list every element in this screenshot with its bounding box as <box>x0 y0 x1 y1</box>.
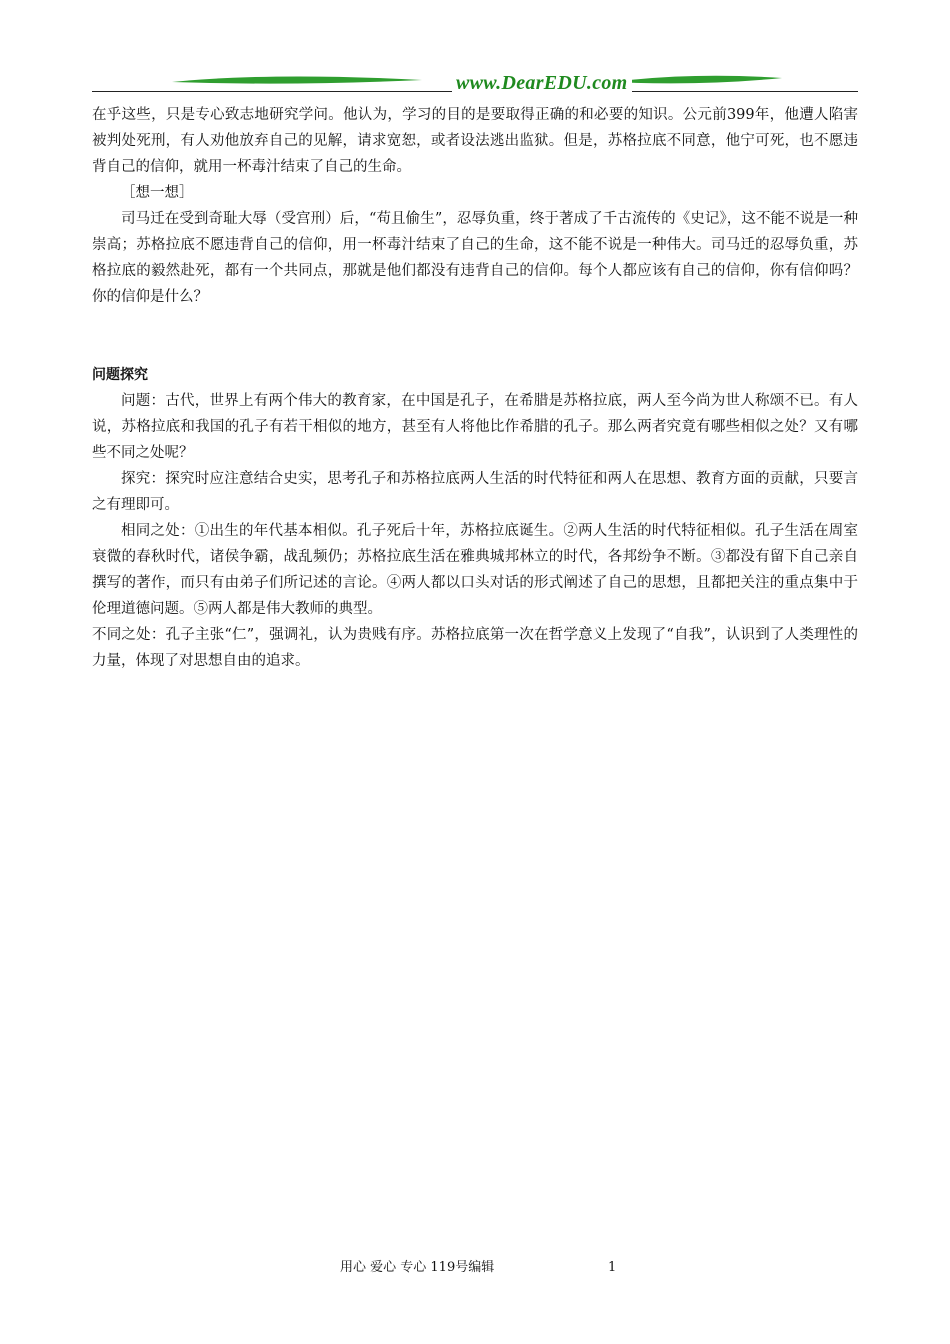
page-number: 1 <box>608 1260 617 1275</box>
paragraph-differences: 不同之处：孔子主张“仁”，强调礼，认为贵贱有序。苏格拉底第一次在哲学意义上发现了“自我”，认识到了人类理性的力量，体现了对思想自由的追求。 <box>92 627 858 669</box>
left-swoosh <box>172 76 422 83</box>
page-header <box>92 66 858 100</box>
document-body <box>92 102 858 674</box>
page-footer <box>0 1258 950 1278</box>
footer-text: 用心 爱心 专心 119号编辑 <box>340 1260 495 1275</box>
section-spacer <box>92 310 858 362</box>
think-heading: ［想一想］ <box>121 185 194 201</box>
site-logo: www.DearEDU.com <box>452 72 632 94</box>
paragraph-similarities: 相同之处：①出生的年代基本相似。孔子死后十年，苏格拉底诞生。②两人生活的时代特征相似。孔子生活在周室衰微的春秋时代，诸侯争霸，战乱频仍；苏格拉底生活在雅典城邦林立的时代，各邦纷争不断。③都没有留下自己亲自撰写的著作，而只有由弟子们所记述的言论。④两人都以口头对话的形式阐述了自己的思想，且都把关注的重点集中于伦理道德问题。⑤两人都是伟大教师的典型。 <box>92 523 858 617</box>
section-title: 问题探究 <box>92 367 148 383</box>
paragraph-reflection: 司马迁在受到奇耻大辱（受宫刑）后，“苟且偷生”，忍辱负重，终于著成了千古流传的《史记》，这不能不说是一种崇高；苏格拉底不愿违背自己的信仰，用一杯毒汁结束了自己的生命，这不能不说是一种伟大。司马迁的忍辱负重，苏格拉底的毅然赴死，都有一个共同点，那就是他们都没有违背自己的信仰。每个人都应该有自己的信仰，你有信仰吗？你的信仰是什么？ <box>92 211 858 305</box>
paragraph-exploration: 探究：探究时应注意结合史实，思考孔子和苏格拉底两人生活的时代特征和两人在思想、教育方面的贡献，只要言之有理即可。 <box>92 471 858 513</box>
right-swoosh <box>612 76 782 84</box>
paragraph-socrates-ending: 在乎这些，只是专心致志地研究学问。他认为，学习的目的是要取得正确的和必要的知识。公元前399年，他遭人陷害被判处死刑，有人劝他放弃自己的见解，请求宽恕，或者设法逃出监狱。但是，苏格拉底不同意，他宁可死，也不愿违背自己的信仰，就用一杯毒汁结束了自己的生命。 <box>92 107 858 175</box>
paragraph-question: 问题：古代，世界上有两个伟大的教育家，在中国是孔子，在希腊是苏格拉底，两人至今尚为世人称颂不已。有人说，苏格拉底和我国的孔子有若干相似的地方，甚至有人将他比作希腊的孔子。那么两者究竟有哪些相似之处？又有哪些不同之处呢？ <box>92 393 858 461</box>
